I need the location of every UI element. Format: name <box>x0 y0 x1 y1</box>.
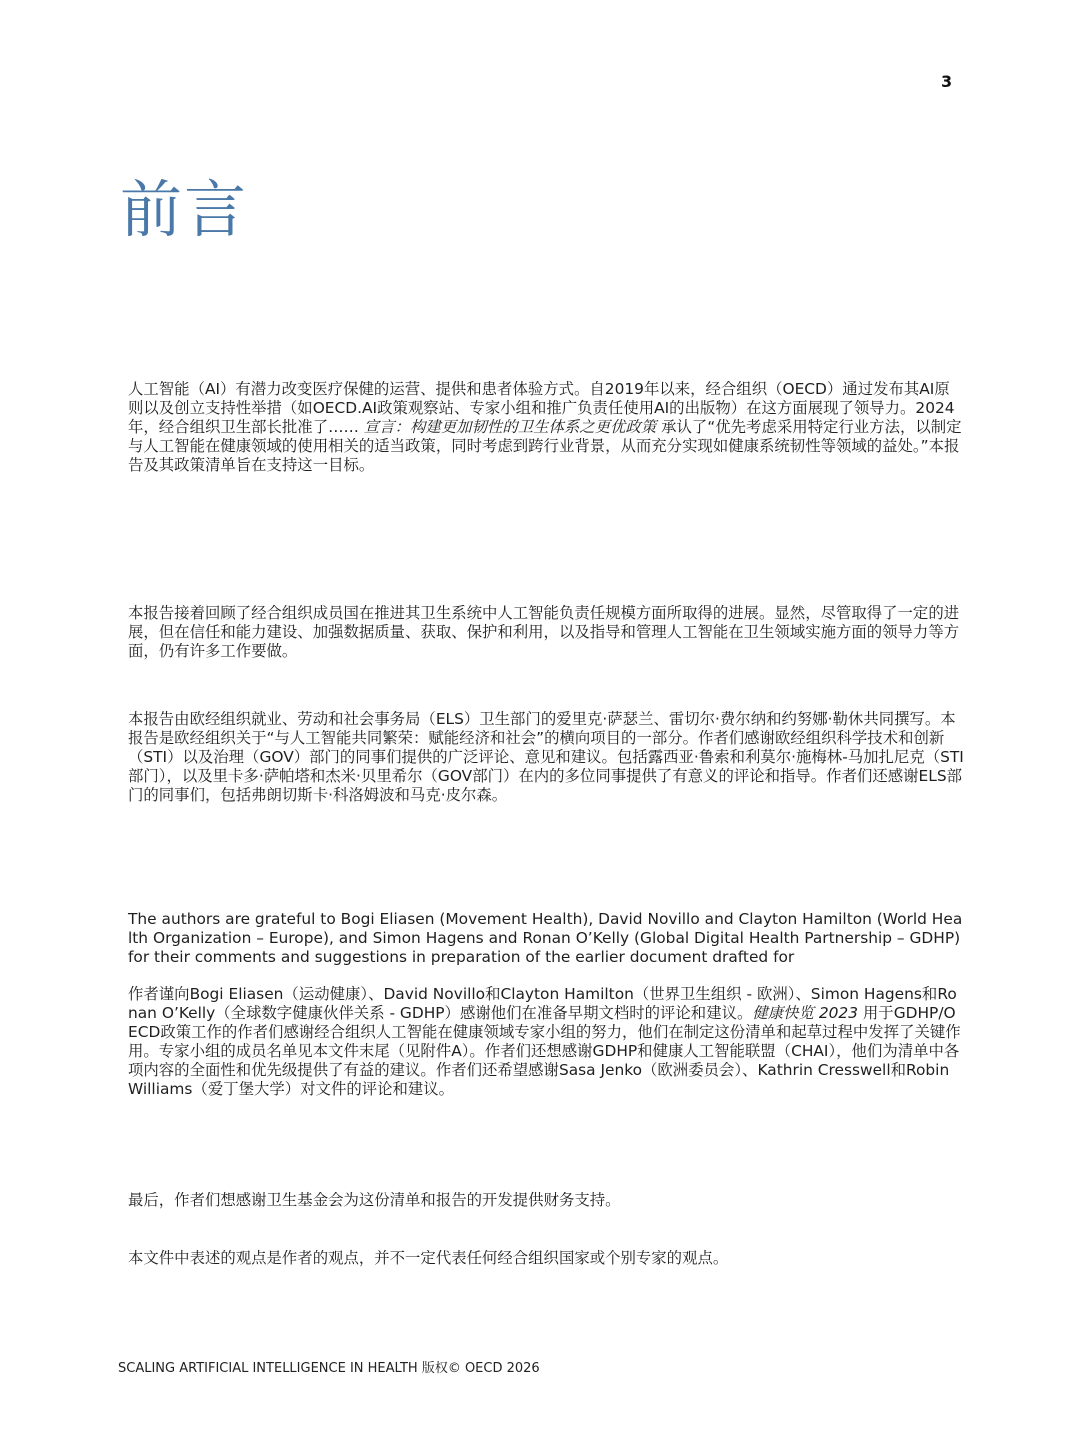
paragraph-intro-text-b: 承认了“优先考虑采用特定行业方法，以制定与人工智能在健康领域的使用相关的适当政策，同时考虑到跨行业背景，从而充分实现如健康系统韧性等领域的益处。”本报告及其政策清单旨在支持这一目标。 <box>128 418 962 474</box>
paragraph-intro-text-a: 人工智能（AI）有潜力改变医疗保健的运营、提供和患者体验方式。自2019年以来，经合组织（OECD）通过发布其AI原则以及创立支持性举措（如OECD.AI政策观察站、专家小组和推广负责任使用AI的出版物）在这方面展现了领导力。2024年，经合组织卫生部长批准了…… <box>128 380 955 436</box>
paragraph-progress: 本报告接着回顾了经合组织成员国在推进其卫生系统中人工智能负责任规模方面所取得的进展。显然，尽管取得了一定的进展，但在信任和能力建设、加强数据质量、获取、保护和利用，以及指导和管理人工智能在卫生领域实施方面的领导力等方面，仍有许多工作要做。 <box>128 604 960 660</box>
paragraph-ack-text-a: 作者谨向Bogi Eliasen（运动健康）、David Novillo和Clayton Hamilton（世界卫生组织 - 欧洲）、Simon Hagens和Ronan O’Kelly（全球数字健康伙伴关系 - GDHP）感谢他们在准备早期文档时的评论和建议。 <box>128 985 957 1022</box>
paragraph-ack-text-b: 用于GDHP/OECD政策工作的作者们感谢经合组织人工智能在健康领域专家小组的努力，他们在制定这份清单和起草过程中发挥了关键作用。专家小组的成员名单见本文件末尾（见附件A）。作者们还想感谢GDHP和健康人工智能联盟（CHAI），他们为清单中各项内容的全面性和优先级提供了有益的建议。作者们还希望感谢Sasa Jenko（欧洲委员会）、Kathrin Cresswell和Robin Williams（爱丁堡大学）对文件的评论和建议。 <box>128 1004 961 1098</box>
page-number: 3 <box>941 72 953 91</box>
paragraph-funding: 最后，作者们想感谢卫生基金会为这份清单和报告的开发提供财务支持。 <box>128 1191 621 1209</box>
paragraph-acknowledgements-english: The authors are grateful to Bogi Eliasen (Movement Health), David Novillo and Clayton Hamilton (World Health Organization – Europe), and Simon Hagens and Ronan O’Kelly (Global Digital Health Partnership – GDHP) for their comments and suggestions in preparation of the earlier document drafted for <box>128 910 963 966</box>
paragraph-disclaimer: 本文件中表述的观点是作者的观点，并不一定代表任何经合组织国家或个别专家的观点。 <box>128 1249 729 1267</box>
health-at-a-glance-italic: 健康快览 2023 <box>752 1004 858 1022</box>
page-title: 前言 <box>120 172 249 246</box>
page-footer: SCALING ARTIFICIAL INTELLIGENCE IN HEALTH 版权© OECD 2026 <box>118 1361 540 1376</box>
paragraph-intro <box>128 380 964 475</box>
paragraph-acknowledgements-chinese <box>128 985 964 1099</box>
paragraph-authors: 本报告由欧经组织就业、劳动和社会事务局（ELS）卫生部门的爱里克·萨瑟兰、雷切尔·费尔纳和约努娜·勒休共同撰写。本报告是欧经组织关于“与人工智能共同繁荣：赋能经济和社会”的横向项目的一部分。作者们感谢欧经组织科学技术和创新（STI）以及治理（GOV）部门的同事们提供的广泛评论、意见和建议。包括露西亚·鲁索和利莫尔·施梅林-马加扎尼克（STI部门），以及里卡多·萨帕塔和杰米·贝里希尔（GOV部门）在内的多位同事提供了有意义的评论和指导。作者们还感谢ELS部门的同事们，包括弗朗切斯卡·科洛姆波和马克·皮尔森。 <box>128 710 964 804</box>
declaration-title-italic: 宣言：构建更加韧性的卫生体系之更优政策 <box>363 418 657 436</box>
